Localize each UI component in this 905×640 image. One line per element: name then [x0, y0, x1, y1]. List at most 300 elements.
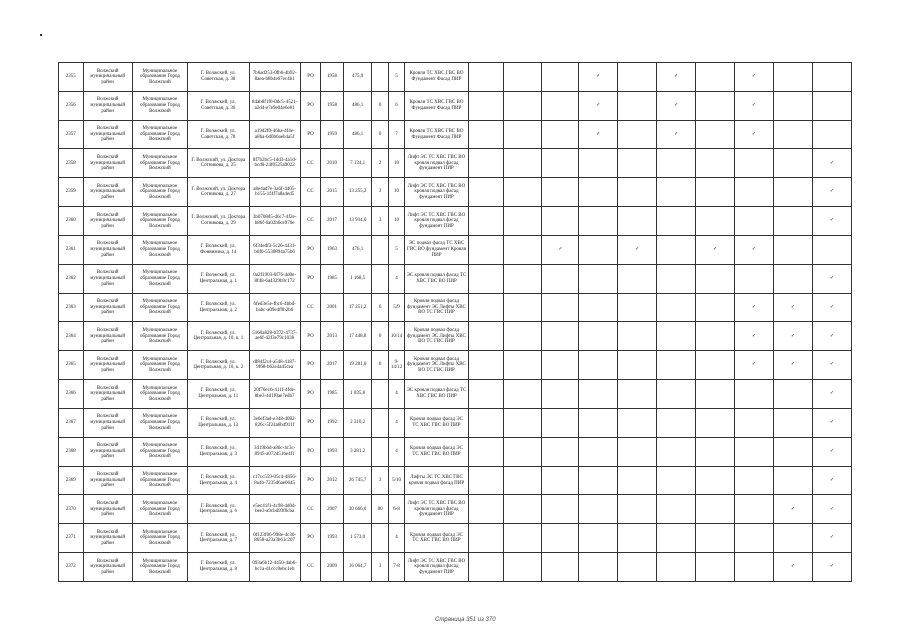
- floors-cell: [372, 264, 388, 293]
- check-mark-icon: ✓: [596, 131, 601, 137]
- check-mark-icon: ✓: [790, 304, 796, 310]
- address-cell: Г. Волжский, ул. Центральная, д. 8: [188, 553, 249, 582]
- works-cell: Кровли ТС ХВС ГВС ВО Фундамент Фасад ПИР: [405, 91, 469, 120]
- area-cell: 476,1: [343, 235, 372, 264]
- work-column-cell: [503, 380, 542, 409]
- work-column-cell: [812, 322, 851, 351]
- work-column-cell: [696, 380, 735, 409]
- row-number: 2361: [59, 235, 84, 264]
- work-column-cell: [773, 524, 812, 553]
- work-column-cell: [542, 408, 579, 437]
- work-column-cell: [542, 466, 579, 495]
- work-column-cell: [812, 495, 851, 524]
- work-column-cell: [503, 293, 542, 322]
- work-column-cell: [468, 264, 503, 293]
- municipality-cell: Муниципальное образование Город Волжский: [132, 293, 187, 322]
- work-column-cell: [773, 322, 812, 351]
- work-column-cell: [657, 149, 696, 178]
- check-mark-icon: ✓: [751, 102, 757, 108]
- table-row: [59, 437, 852, 466]
- district-cell: Волжский муниципальный район: [83, 149, 132, 178]
- work-column-cell: [657, 120, 696, 149]
- work-column-cell: [579, 178, 618, 207]
- area-cell: 17 448,8: [343, 322, 372, 351]
- area-cell: 17 251,2: [343, 293, 372, 322]
- works-cell: Кровля подвал фасад фундамент ЭС Лифты ХВС ВО ТС ГВС ПИР: [405, 322, 469, 351]
- address-cell: Г. Волжский, ул. Центральная, д. 6: [188, 495, 249, 524]
- municipality-cell: Муниципальное образование Город Волжский: [132, 235, 187, 264]
- work-column-cell: [468, 437, 503, 466]
- page-footer: Страница 351 из 370: [435, 617, 496, 623]
- address-cell: Г. Волжский, ул. Центральная, д. 7: [188, 524, 249, 553]
- fias-code-cell: a19d2f0-46ba-4f4e-a8ba-6d0b6aeb4a5f: [249, 120, 300, 149]
- work-column-cell: [618, 524, 657, 553]
- check-mark-icon: ✓: [829, 160, 835, 166]
- district-cell: Волжский муниципальный район: [83, 380, 132, 409]
- work-column-cell: [618, 149, 657, 178]
- work-column-cell: [657, 437, 696, 466]
- work-column-cell: [468, 408, 503, 437]
- work-column-cell: [735, 553, 774, 582]
- floors-cell: 0: [372, 120, 388, 149]
- address-cell: Г. Волжский, ул. Центральная, д. 1: [188, 264, 249, 293]
- ownership-type-cell: РО: [300, 351, 320, 380]
- works-cell: Кровли ТС ХВС ГВС ВО Фундамент Фасад ПИР: [405, 63, 469, 92]
- year-cell: 1959: [321, 120, 344, 149]
- work-column-cell: [503, 178, 542, 207]
- work-column-cell: [657, 380, 696, 409]
- work-column-cell: [618, 120, 657, 149]
- check-mark-icon: ✓: [829, 189, 835, 195]
- work-column-cell: [468, 235, 503, 264]
- year-cell: 2001: [321, 293, 344, 322]
- check-mark-icon: ✓: [674, 74, 679, 80]
- work-column-cell: [542, 293, 579, 322]
- work-column-cell: [735, 63, 774, 92]
- work-column-cell: [503, 437, 542, 466]
- work-column-cell: [579, 437, 618, 466]
- check-mark-icon: ✓: [790, 333, 796, 339]
- work-column-cell: [812, 264, 851, 293]
- ownership-type-cell: РО: [300, 466, 320, 495]
- area-cell: 486,1: [343, 120, 372, 149]
- table-row: [59, 149, 852, 178]
- work-column-cell: [618, 264, 657, 293]
- ownership-type-cell: РО: [300, 408, 320, 437]
- fias-code-cell: 8f7b2bc5-1dd3-4a1d-bcd0-24f0525a9022: [249, 149, 300, 178]
- apartments-cell: 10/14: [388, 322, 404, 351]
- work-column-cell: [812, 63, 851, 92]
- year-cell: 2009: [321, 553, 344, 582]
- apartments-cell: 10: [388, 207, 404, 236]
- row-number: 2372: [59, 553, 84, 582]
- work-column-cell: [812, 380, 851, 409]
- year-cell: 1993: [321, 437, 344, 466]
- work-column-cell: [468, 351, 503, 380]
- work-column-cell: [773, 207, 812, 236]
- fias-code-cell: 7b6ad253-0fb6-4b92-8aea-b8b4e67ec4b1: [249, 63, 300, 92]
- work-column-cell: [618, 408, 657, 437]
- municipality-cell: Муниципальное образование Город Волжский: [132, 351, 187, 380]
- year-cell: 2013: [321, 322, 344, 351]
- row-number: 2359: [59, 178, 84, 207]
- fias-code-cell: 3e6ef3ad-e348-4082-826c-5f24a6b4911f: [249, 408, 300, 437]
- work-column-cell: [773, 408, 812, 437]
- area-cell: 475,9: [343, 63, 372, 92]
- work-column-cell: [812, 235, 851, 264]
- floors-cell: 2: [372, 149, 388, 178]
- work-column-cell: [503, 264, 542, 293]
- work-column-cell: [503, 63, 542, 92]
- work-column-cell: [542, 380, 579, 409]
- area-cell: 1 168,5: [343, 264, 372, 293]
- table-row: [59, 380, 852, 409]
- fias-code-cell: 84ab8f1f0-0dc5-4521-a2d4-e7e9e04e6e81: [249, 91, 300, 120]
- table-row: [59, 235, 852, 264]
- work-column-cell: [468, 178, 503, 207]
- fias-code-cell: a8e4ad7e-3a6f-4405-b155-1f4f7a8a4ed5: [249, 178, 300, 207]
- work-column-cell: [773, 553, 812, 582]
- work-column-cell: [503, 351, 542, 380]
- address-cell: Г. Волжский, ул. Центральная, д. 3: [188, 437, 249, 466]
- works-cell: ЭС кровля подвал фасад ТС ХВС ГВС ВО ПИР: [405, 264, 469, 293]
- floors-cell: 0: [372, 351, 388, 380]
- work-column-cell: [503, 235, 542, 264]
- row-number: 2360: [59, 207, 84, 236]
- floors-cell: 0: [372, 91, 388, 120]
- check-mark-icon: ✓: [751, 131, 757, 137]
- work-column-cell: [468, 322, 503, 351]
- work-column-cell: [735, 408, 774, 437]
- ownership-type-cell: СС: [300, 495, 320, 524]
- work-column-cell: [773, 466, 812, 495]
- district-cell: Волжский муниципальный район: [83, 322, 132, 351]
- address-cell: Г. Волжский, ул. Доктора Сотникова, д. 29: [188, 207, 249, 236]
- table-row: [59, 264, 852, 293]
- work-column-cell: [812, 553, 851, 582]
- work-column-cell: [503, 553, 542, 582]
- year-cell: 1958: [321, 63, 344, 92]
- row-number: 2369: [59, 466, 84, 495]
- work-column-cell: [773, 495, 812, 524]
- municipality-cell: Муниципальное образование Город Волжский: [132, 149, 187, 178]
- work-column-cell: [579, 149, 618, 178]
- area-cell: 486,1: [343, 91, 372, 120]
- table-row: [59, 207, 852, 236]
- work-column-cell: [812, 466, 851, 495]
- ownership-type-cell: РО: [300, 322, 320, 351]
- work-column-cell: [696, 408, 735, 437]
- table-row: [59, 351, 852, 380]
- area-cell: 30 666,0: [343, 495, 372, 524]
- table-row: [59, 553, 852, 582]
- fias-code-cell: 5160a828-b372-4737-ae6f-d2f3e79c1038: [249, 322, 300, 351]
- work-column-cell: [618, 351, 657, 380]
- work-column-cell: [503, 524, 542, 553]
- work-column-cell: [657, 264, 696, 293]
- work-column-cell: [542, 351, 579, 380]
- work-column-cell: [657, 466, 696, 495]
- district-cell: Волжский муниципальный район: [83, 235, 132, 264]
- work-column-cell: [657, 207, 696, 236]
- municipality-cell: Муниципальное образование Город Волжский: [132, 91, 187, 120]
- ownership-type-cell: РО: [300, 437, 320, 466]
- scan-speck: [40, 34, 42, 36]
- year-cell: 1985: [321, 264, 344, 293]
- work-column-cell: [735, 322, 774, 351]
- table-row: [59, 466, 852, 495]
- work-column-cell: [773, 293, 812, 322]
- area-cell: 19 281,0: [343, 351, 372, 380]
- apartments-cell: 4: [388, 264, 404, 293]
- municipality-cell: Муниципальное образование Город Волжский: [132, 553, 187, 582]
- floors-cell: 3: [372, 466, 388, 495]
- work-column-cell: [812, 351, 851, 380]
- address-cell: Г. Волжский, ул. Центральная, д. 10, к. 1: [188, 322, 249, 351]
- work-column-cell: [696, 264, 735, 293]
- area-cell: 3 281,2: [343, 437, 372, 466]
- fias-code-cell: df84f2c4-a548-4187-9f68-b62e4a45cea: [249, 351, 300, 380]
- municipality-cell: Муниципальное образование Город Волжский: [132, 466, 187, 495]
- work-column-cell: [618, 380, 657, 409]
- work-column-cell: [579, 91, 618, 120]
- apartments-cell: 5/10: [388, 466, 404, 495]
- fias-code-cell: 0a2f1903-6f76-4d0e-8f48-6a4329b9c172: [249, 264, 300, 293]
- work-column-cell: [468, 466, 503, 495]
- floors-cell: 3: [372, 207, 388, 236]
- floors-cell: [372, 524, 388, 553]
- work-column-cell: [696, 466, 735, 495]
- check-mark-icon: ✓: [751, 362, 757, 368]
- check-mark-icon: ✓: [790, 362, 796, 368]
- area-cell: 2 310,2: [343, 408, 372, 437]
- municipality-cell: Муниципальное образование Город Волжский: [132, 524, 187, 553]
- work-column-cell: [657, 553, 696, 582]
- work-column-cell: [468, 524, 503, 553]
- address-cell: Г. Волжский, ул. Доктора Сотникова, д. 27: [188, 178, 249, 207]
- work-column-cell: [618, 91, 657, 120]
- district-cell: Волжский муниципальный район: [83, 408, 132, 437]
- table-row: [59, 524, 852, 553]
- ownership-type-cell: РО: [300, 120, 320, 149]
- municipality-cell: Муниципальное образование Город Волжский: [132, 408, 187, 437]
- check-mark-icon: ✓: [712, 247, 718, 253]
- area-cell: 13 934,0: [343, 207, 372, 236]
- year-cell: 2010: [321, 149, 344, 178]
- work-column-cell: [542, 322, 579, 351]
- apartments-cell: 4: [388, 524, 404, 553]
- work-column-cell: [735, 380, 774, 409]
- work-column-cell: [618, 235, 657, 264]
- check-mark-icon: ✓: [829, 477, 835, 483]
- ownership-type-cell: РО: [300, 264, 320, 293]
- work-column-cell: [812, 524, 851, 553]
- works-cell: ЭС подвал фасад ТС ХВС ГВС ВО фундамент Кровля ПИР: [405, 235, 469, 264]
- table-row: [59, 120, 852, 149]
- work-column-cell: [735, 264, 774, 293]
- floors-cell: 3: [372, 553, 388, 582]
- address-cell: Г. Волжский, ул. Центральная, д. 11: [188, 380, 249, 409]
- table-row: [59, 408, 852, 437]
- works-cell: Кровля подвал фасад ЭС ТС ХВС ГВС ВО ПИР: [405, 524, 469, 553]
- check-mark-icon: ✓: [829, 506, 835, 512]
- work-column-cell: [773, 178, 812, 207]
- work-column-cell: [503, 91, 542, 120]
- check-mark-icon: ✓: [751, 333, 757, 339]
- works-cell: Кровля подвал фасад ЭС ТС ХВС ГВС ВО ПИР: [405, 408, 469, 437]
- check-mark-icon: ✓: [674, 131, 679, 137]
- apartments-cell: 5: [388, 63, 404, 92]
- row-number: 2367: [59, 408, 84, 437]
- work-column-cell: [696, 524, 735, 553]
- area-cell: 13 255,2: [343, 178, 372, 207]
- work-column-cell: [696, 91, 735, 120]
- ownership-type-cell: СС: [300, 178, 320, 207]
- works-cell: Лифты ЭС ТС ХВС ГВС кровля подвал фасад ПИР: [405, 466, 469, 495]
- fias-code-cell: 3b0708d5-d6c7-4f2e-b86f-6a02b6ce976e: [249, 207, 300, 236]
- district-cell: Волжский муниципальный район: [83, 495, 132, 524]
- works-cell: Кровли ТС ХВС ГВС ВО Фундамент Фасад ПИР: [405, 120, 469, 149]
- work-column-cell: [735, 495, 774, 524]
- floors-cell: [372, 408, 388, 437]
- check-mark-icon: ✓: [790, 506, 796, 512]
- municipality-cell: Муниципальное образование Город Волжский: [132, 63, 187, 92]
- works-cell: Лифт ЭС ТС ХВС ГВС ВО кровля подвал фасад фундамент ПИР: [405, 178, 469, 207]
- fias-code-cell: 20f76e16-411f-4fde-8be3-4d1f0ae7edb7: [249, 380, 300, 409]
- municipality-cell: Муниципальное образование Город Волжский: [132, 178, 187, 207]
- district-cell: Волжский муниципальный район: [83, 264, 132, 293]
- work-column-cell: [812, 207, 851, 236]
- work-column-cell: [468, 207, 503, 236]
- work-column-cell: [696, 149, 735, 178]
- work-column-cell: [468, 380, 503, 409]
- municipality-cell: Муниципальное образование Город Волжский: [132, 322, 187, 351]
- row-number: 2356: [59, 91, 84, 120]
- apartments-cell: 9-14/12: [388, 351, 404, 380]
- apartments-cell: 4: [388, 408, 404, 437]
- fias-code-cell: 093a6b12-4450-4ab6-bc1a-d1ccc0ebc1eb: [249, 553, 300, 582]
- work-column-cell: [468, 91, 503, 120]
- municipality-cell: Муниципальное образование Город Волжский: [132, 120, 187, 149]
- work-column-cell: [579, 380, 618, 409]
- row-number: 2371: [59, 524, 84, 553]
- address-cell: Г. Волжский, ул. Центральная, д. 4: [188, 466, 249, 495]
- work-column-cell: [657, 63, 696, 92]
- work-column-cell: [657, 235, 696, 264]
- work-column-cell: [579, 207, 618, 236]
- year-cell: 1958: [321, 91, 344, 120]
- municipality-cell: Муниципальное образование Город Волжский: [132, 380, 187, 409]
- work-column-cell: [812, 149, 851, 178]
- area-cell: 1 035,8: [343, 380, 372, 409]
- work-column-cell: [503, 120, 542, 149]
- apartments-cell: 4: [388, 380, 404, 409]
- year-cell: 1992: [321, 408, 344, 437]
- work-column-cell: [657, 495, 696, 524]
- work-column-cell: [773, 380, 812, 409]
- apartments-cell: 5: [388, 235, 404, 264]
- check-mark-icon: ✓: [751, 304, 757, 310]
- work-column-cell: [468, 63, 503, 92]
- check-mark-icon: ✓: [829, 420, 835, 426]
- apartments-cell: 7: [388, 120, 404, 149]
- work-column-cell: [503, 495, 542, 524]
- fias-code-cell: 6f34edf3-5c26-4431-b6f0-5530894a75b6: [249, 235, 300, 264]
- district-cell: Волжский муниципальный район: [83, 466, 132, 495]
- table-row: [59, 63, 852, 92]
- address-cell: Г. Волжский, ул. Центральная, д. 13: [188, 408, 249, 437]
- year-cell: 1985: [321, 380, 344, 409]
- apartments-cell: 10: [388, 149, 404, 178]
- work-column-cell: [812, 437, 851, 466]
- work-column-cell: [657, 524, 696, 553]
- work-column-cell: [773, 91, 812, 120]
- check-mark-icon: ✓: [596, 74, 601, 80]
- work-column-cell: [735, 91, 774, 120]
- ownership-type-cell: СС: [300, 553, 320, 582]
- work-column-cell: [696, 235, 735, 264]
- ownership-type-cell: РО: [300, 235, 320, 264]
- work-column-cell: [579, 466, 618, 495]
- work-column-cell: [696, 120, 735, 149]
- work-column-cell: [542, 264, 579, 293]
- work-column-cell: [618, 178, 657, 207]
- check-mark-icon: ✓: [829, 564, 835, 570]
- check-mark-icon: ✓: [829, 362, 835, 368]
- check-mark-icon: ✓: [790, 564, 796, 570]
- table-row: [59, 293, 852, 322]
- work-column-cell: [618, 207, 657, 236]
- work-column-cell: [542, 91, 579, 120]
- work-column-cell: [735, 524, 774, 553]
- ownership-type-cell: СС: [300, 293, 320, 322]
- work-column-cell: [735, 351, 774, 380]
- work-column-cell: [657, 178, 696, 207]
- work-column-cell: [735, 120, 774, 149]
- works-cell: Кровля подвал фасад фундамент ЭС Лифты ХВС ВО ТС ГВС ПИР: [405, 351, 469, 380]
- register-table: [58, 62, 852, 582]
- check-mark-icon: ✓: [829, 535, 835, 541]
- work-column-cell: [503, 466, 542, 495]
- apartments-cell: 4: [388, 437, 404, 466]
- row-number: 2368: [59, 437, 84, 466]
- work-column-cell: [503, 149, 542, 178]
- municipality-cell: Муниципальное образование Город Волжский: [132, 495, 187, 524]
- address-cell: Г. Волжский, ул. Советская, д. 78: [188, 120, 249, 149]
- ownership-type-cell: РО: [300, 380, 320, 409]
- works-cell: Кровля подвал фасад фундамент ЭС Лифты ХВС ВО ТС ГВС ПИР: [405, 293, 469, 322]
- area-cell: 7 134,1: [343, 149, 372, 178]
- address-cell: Г. Волжский, ул. Советская, д. 38: [188, 63, 249, 92]
- check-mark-icon: ✓: [674, 102, 679, 108]
- check-mark-icon: ✓: [829, 275, 835, 281]
- table-row: [59, 495, 852, 524]
- check-mark-icon: ✓: [829, 391, 835, 397]
- work-column-cell: [579, 264, 618, 293]
- fias-code-cell: 0f123f06-998e-4c36-8658-a23a3b61c207: [249, 524, 300, 553]
- apartments-cell: 6: [388, 91, 404, 120]
- work-column-cell: [579, 322, 618, 351]
- work-column-cell: [735, 293, 774, 322]
- municipality-cell: Муниципальное образование Город Волжский: [132, 207, 187, 236]
- works-cell: Кровля подвал фасад ЭС ТС ХВС ГВС ВО ПИР: [405, 437, 469, 466]
- table-body: [59, 63, 852, 582]
- row-number: 2363: [59, 293, 84, 322]
- work-column-cell: [618, 437, 657, 466]
- ownership-type-cell: СС: [300, 207, 320, 236]
- fias-code-cell: c17cc559-05c4-4856-8a4b-7235d6ae0645: [249, 466, 300, 495]
- district-cell: Волжский муниципальный район: [83, 351, 132, 380]
